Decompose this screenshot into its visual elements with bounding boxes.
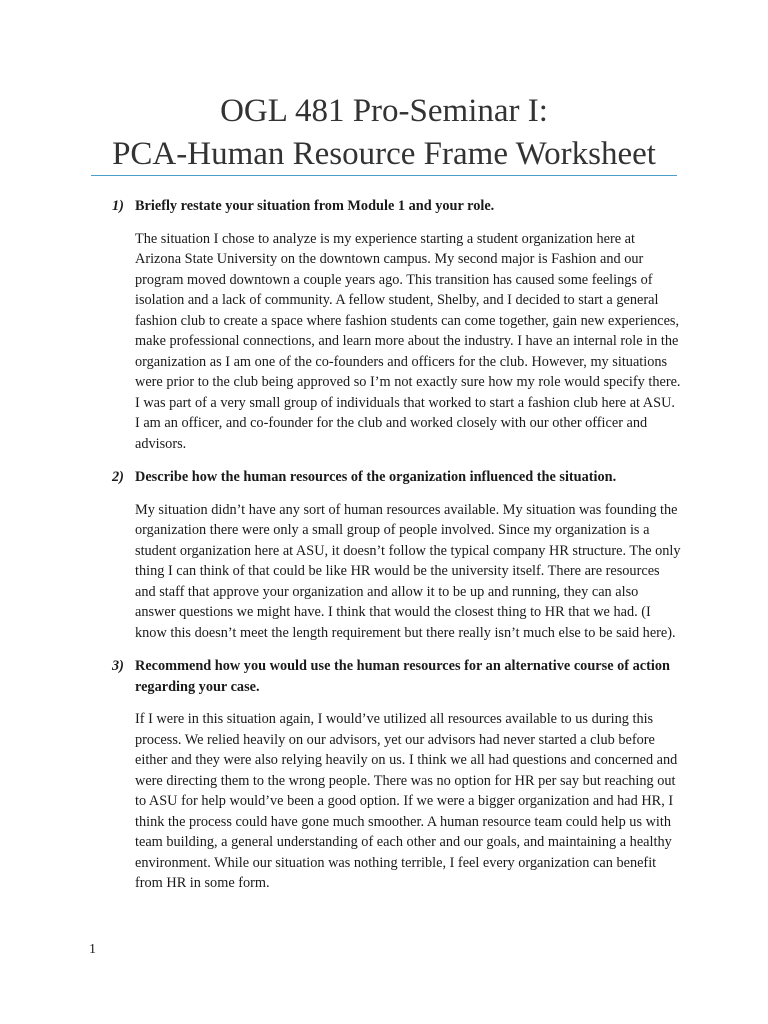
title-divider — [91, 175, 677, 176]
question-number: 3) — [112, 658, 124, 674]
question-text: Recommend how you would use the human resources for an alternative course of action regarding your case. — [135, 658, 670, 695]
title-line-2: PCA-Human Resource Frame Worksheet — [112, 136, 656, 172]
question-1 — [90, 196, 682, 217]
section-1 — [90, 196, 682, 454]
question-text: Briefly restate your situation from Module 1 and your role. — [135, 198, 495, 214]
page-number: 1 — [89, 942, 96, 957]
question-number: 2) — [112, 469, 124, 485]
section-2 — [90, 467, 682, 643]
title-line-1: OGL 481 Pro-Seminar I: — [220, 93, 548, 129]
question-number: 1) — [112, 198, 124, 214]
answer-2: My situation didn’t have any sort of human resources available. My situation was founding the organization there were only a small group of people involved. Since my organization is a student organization here at ASU, it doesn’t follow the typical company HR structure. The only thing I can think of that could be like HR would be the university itself. There are resources and staff that approve your organization and allow it to be up and running, they can also answer questions we might have. I think that would the closest thing to HR that we had. (I know this doesn’t meet the length requirement but there really isn’t much else to be said here). — [135, 501, 681, 641]
document-title — [0, 90, 768, 176]
worksheet-body — [90, 196, 682, 907]
question-2 — [90, 467, 682, 488]
answer-3: If I were in this situation again, I would’ve utilized all resources available to us during this process. We relied heavily on our advisors, yet our advisors had never started a club before either and they were also relying heavily on us. I think we all had questions and concerned and were directing them to the wrong people. There was no option for HR per say but reaching out to ASU for help would’ve been a good option. If we were a bigger organization and had HR, I think the process could have gone much smoother. A human resource team could help us with team building, a general understanding of each other and our goals, and maintaining a healthy environment. While our situation was nothing terrible, I feel every organization can benefit from HR in some form. — [135, 711, 678, 891]
question-3 — [90, 656, 682, 697]
question-text: Describe how the human resources of the organization influenced the situation. — [135, 469, 617, 485]
answer-1: The situation I chose to analyze is my experience starting a student organization here at Arizona State University on the downtown campus. My second major is Fashion and our program moved downtown a couple years ago. This transition has caused some feelings of isolation and a lack of community. A fellow student, Shelby, and I decided to start a general fashion club to create a space where fashion students can come together, gain new experiences, make professional connections, and learn more about the industry. I have an internal role in the organization as I am one of the co-founders and officers for the club. However, my situations were prior to the club being approved so I’m not exactly sure how my role would specify there. I was part of a very small group of individuals that worked to start a fashion club here at ASU. I am an officer, and co-founder for the club and worked closely with our other officer and advisors. — [135, 230, 681, 452]
section-3 — [90, 656, 682, 894]
